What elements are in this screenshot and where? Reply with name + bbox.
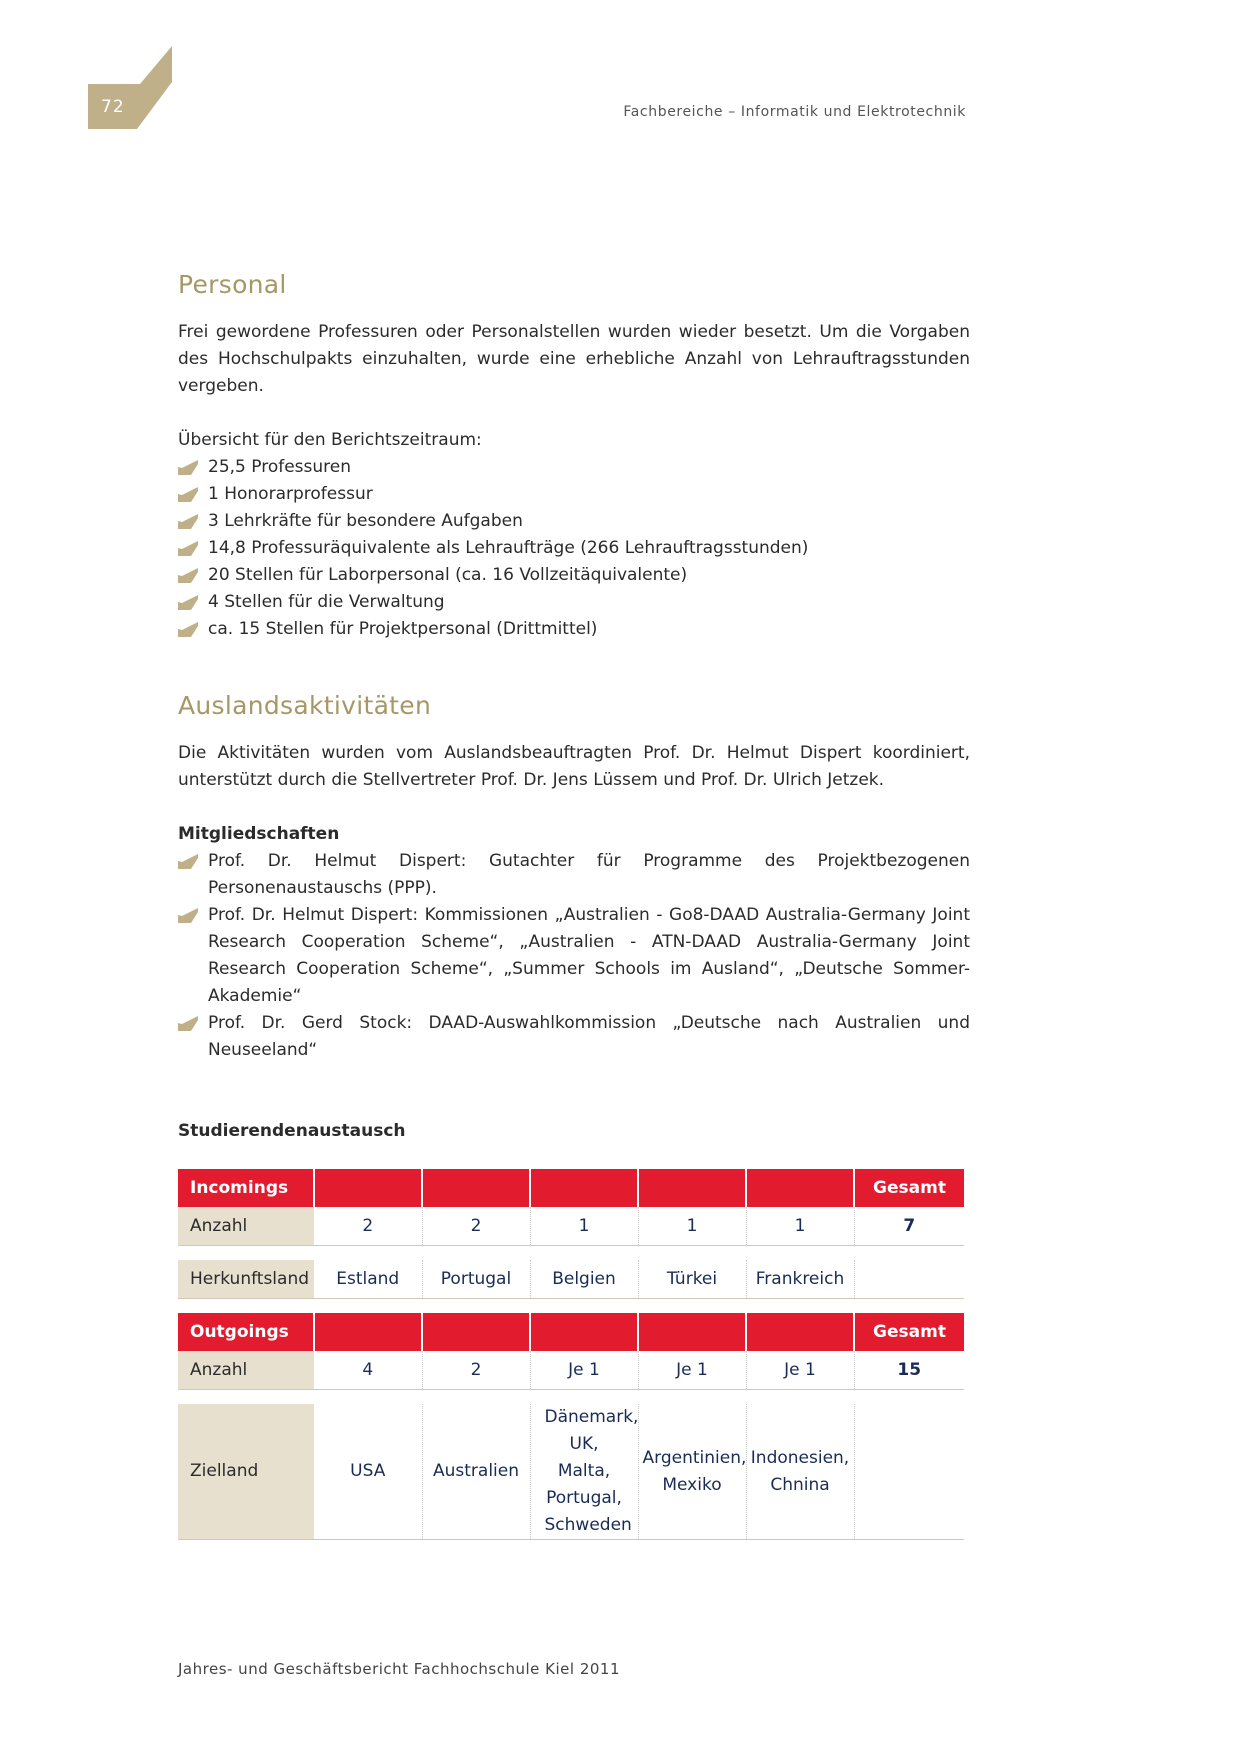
heading-ausland: Auslandsaktivitäten [178, 691, 432, 720]
table-row [178, 1351, 964, 1390]
running-head: Fachbereiche – Informatik und Elektrotechnik [623, 104, 966, 120]
gesamt-label: Gesamt [854, 1169, 964, 1207]
incomings-label: Incomings [178, 1169, 314, 1207]
ziel-label: Zielland [178, 1404, 314, 1540]
check-bullet-icon [178, 595, 198, 610]
table-cell: 4 [314, 1351, 422, 1390]
table-cell: 2 [314, 1207, 422, 1246]
check-bullet-icon [178, 487, 198, 502]
list-item: 20 Stellen für Laborpersonal (ca. 16 Vollzeitäquivalente) [178, 562, 970, 589]
mitglied-list [178, 848, 970, 1064]
incomings-header-row [178, 1169, 964, 1207]
table-cell: Argentinien, Mexiko [638, 1404, 746, 1540]
check-bullet-icon [178, 908, 198, 923]
incomings-total: 7 [854, 1207, 964, 1246]
list-item: ca. 15 Stellen für Projektpersonal (Drittmittel) [178, 616, 970, 643]
table-cell: Je 1 [638, 1351, 746, 1390]
table-cell: 2 [422, 1351, 530, 1390]
page-number: 72 [101, 97, 125, 117]
ausland-intro: Die Aktivitäten wurden vom Auslandsbeauftragten Prof. Dr. Helmut Dispert koordiniert, unterstützt durch die Stellvertreter Prof. Dr. Jens Lüssem und Prof. Dr. Ulrich Jetzek. [178, 743, 970, 790]
table-row [178, 1207, 964, 1246]
list-item: Prof. Dr. Gerd Stock: DAAD-Auswahlkommission „Deutsche nach Australien und Neuseeland“ [178, 1010, 970, 1064]
outgoings-header-row [178, 1313, 964, 1351]
table-cell: Australien [422, 1404, 530, 1540]
check-bullet-icon [178, 568, 198, 583]
table-cell: Dänemark, UK, Malta, Portugal, Schweden [530, 1404, 638, 1540]
check-bullet-icon [178, 1016, 198, 1031]
footer-text: Jahres- und Geschäftsbericht Fachhochschule Kiel 2011 [178, 1660, 621, 1678]
anzahl-label: Anzahl [178, 1207, 314, 1246]
list-item: 3 Lehrkräfte für besondere Aufgaben [178, 508, 970, 535]
personal-intro: Frei gewordene Professuren oder Personalstellen wurden wieder besetzt. Um die Vorgaben des Hochschulpakts einzuhalten, wurde eine erhebliche Anzahl von Lehrauftragsstunden vergeben. [178, 322, 970, 396]
table-cell: 1 [638, 1207, 746, 1246]
table-cell: Türkei [638, 1260, 746, 1299]
gesamt-label: Gesamt [854, 1313, 964, 1351]
table-cell: 1 [746, 1207, 854, 1246]
subheading-studierendenaustausch: Studierendenaustausch [178, 1121, 406, 1141]
list-item: 14,8 Professuräquivalente als Lehraufträge (266 Lehrauftragsstunden) [178, 535, 970, 562]
table-row [178, 1260, 964, 1299]
list-item: Prof. Dr. Helmut Dispert: Gutachter für Programme des Projektbezogenen Personenaustauschs (PPP). [178, 848, 970, 902]
table-cell: Estland [314, 1260, 422, 1299]
check-bullet-icon [178, 460, 198, 475]
check-bullet-icon [178, 622, 198, 637]
list-item: 1 Honorarprofessur [178, 481, 970, 508]
subheading-mitgliedschaften: Mitgliedschaften [178, 824, 340, 844]
table-cell: Je 1 [530, 1351, 638, 1390]
list-item: 4 Stellen für die Verwaltung [178, 589, 970, 616]
table-cell: Frankreich [746, 1260, 854, 1299]
table-cell: Je 1 [746, 1351, 854, 1390]
table-cell: 1 [530, 1207, 638, 1246]
outgoings-total: 15 [854, 1351, 964, 1390]
overview-label: Übersicht für den Berichtszeitraum: [178, 430, 482, 450]
check-bullet-icon [178, 514, 198, 529]
herkunft-label: Herkunftsland [178, 1260, 314, 1299]
table-row [178, 1404, 964, 1540]
exchange-table [178, 1169, 964, 1540]
table-cell: Portugal [422, 1260, 530, 1299]
main-content [178, 270, 970, 1540]
list-item: Prof. Dr. Helmut Dispert: Kommissionen „Australien - Go8-DAAD Australia-Germany Joint Research Cooperation Scheme“, „Australien - ATN-DAAD Australia-Germany Joint Research Cooperation Scheme“, „Summer Schools im Ausland“, „Deutsche Sommer-Akademie“ [178, 902, 970, 1010]
check-bullet-icon [178, 541, 198, 556]
table-cell: Belgien [530, 1260, 638, 1299]
table-cell: 2 [422, 1207, 530, 1246]
table-cell: Indonesien, Chnina [746, 1404, 854, 1540]
anzahl-label: Anzahl [178, 1351, 314, 1390]
check-bullet-icon [178, 854, 198, 869]
heading-personal: Personal [178, 270, 287, 299]
outgoings-label: Outgoings [178, 1313, 314, 1351]
list-item: 25,5 Professuren [178, 454, 970, 481]
table-cell: USA [314, 1404, 422, 1540]
personal-list [178, 454, 970, 643]
